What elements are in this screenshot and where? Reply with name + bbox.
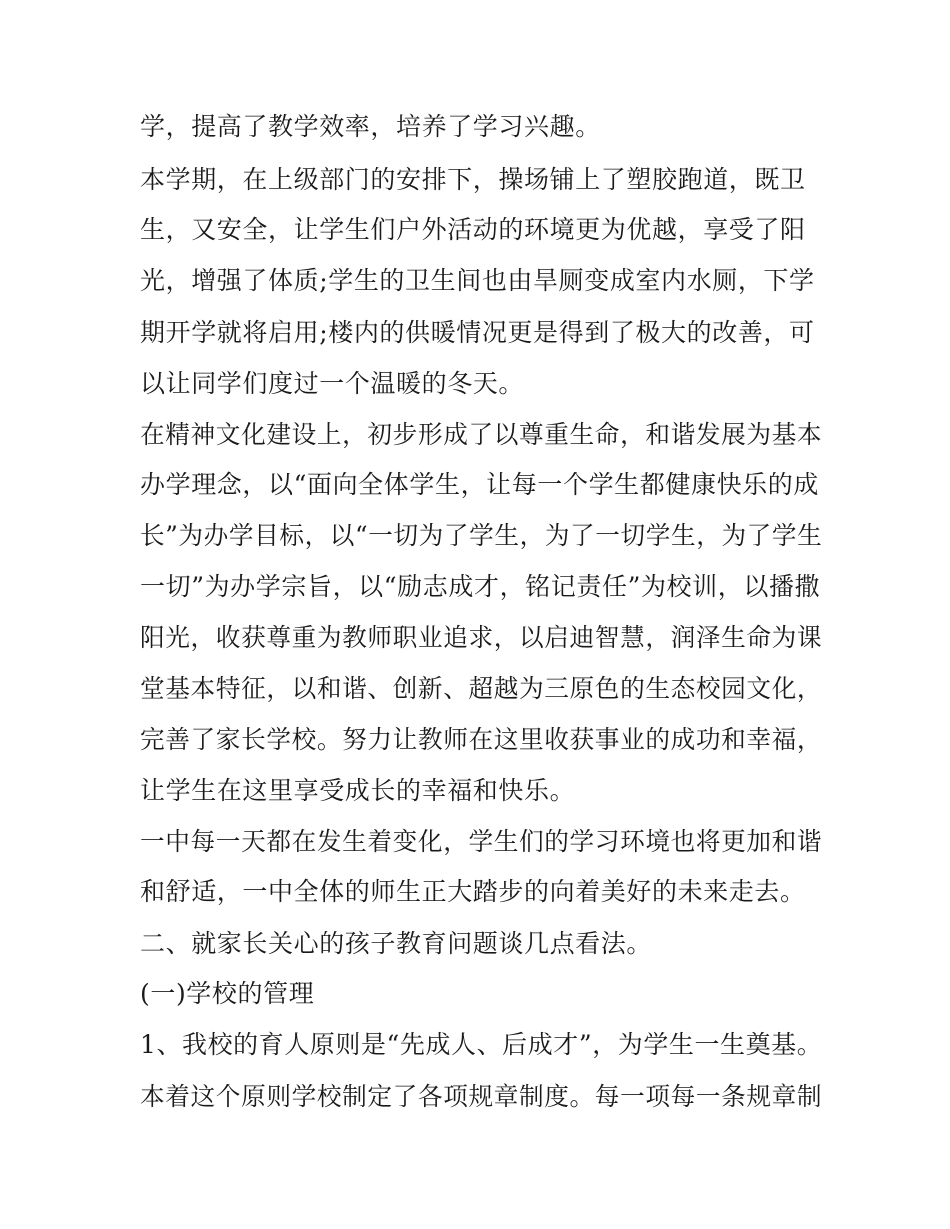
text-line: 1、我校的育人原则是“先成人、后成才”，为学生一生奠基。	[140, 1030, 823, 1059]
section-heading: (一)学校的管理	[140, 979, 315, 1008]
text-line: 二、就家长关心的孩子教育问题谈几点看法。	[140, 929, 653, 958]
text-line: 一切”为办学宗旨，以“励志成才，铭记责任”为校训，以播撒	[140, 572, 821, 601]
text-line: 生，又安全，让学生们户外活动的环境更为优越，享受了阳	[140, 215, 806, 244]
text-line: 光，增强了体质;学生的卫生间也由旱厕变成室内水厕，下学	[140, 266, 815, 295]
text-line: 办学理念，以“面向全体学生，让每一个学生都健康快乐的成	[140, 470, 819, 499]
text-line: 让学生在这里享受成长的幸福和快乐。	[140, 776, 576, 805]
text-line: 本学期，在上级部门的安排下，操场铺上了塑胶跑道，既卫	[140, 165, 806, 194]
text-line: 以让同学们度过一个温暖的冬天。	[140, 369, 525, 398]
text-line: 堂基本特征，以和谐、创新、超越为三原色的生态校园文化，	[140, 674, 823, 703]
text-line: 长”为办学目标，以“一切为了学生，为了一切学生，为了学生	[140, 521, 823, 550]
text-line: 学，提高了教学效率，培养了学习兴趣。	[140, 112, 601, 141]
text-line: 期开学就将启用;楼内的供暖情况更是得到了极大的改善，可	[140, 318, 815, 347]
text-line: 一中每一天都在发生着变化，学生们的学习环境也将更加和谐	[140, 827, 823, 856]
text-line: 和舒适，一中全体的师生正大踏步的向着美好的未来走去。	[140, 877, 806, 906]
text-line: 在精神文化建设上，初步形成了以尊重生命，和谐发展为基本	[140, 420, 823, 449]
text-line: 阳光，收获尊重为教师职业追求，以启迪智慧，润泽生命为课	[140, 623, 823, 652]
text-line: 本着这个原则学校制定了各项规章制度。每一项每一条规章制	[140, 1082, 823, 1111]
text-line: 完善了家长学校。努力让教师在这里收获事业的成功和幸福，	[140, 725, 823, 754]
